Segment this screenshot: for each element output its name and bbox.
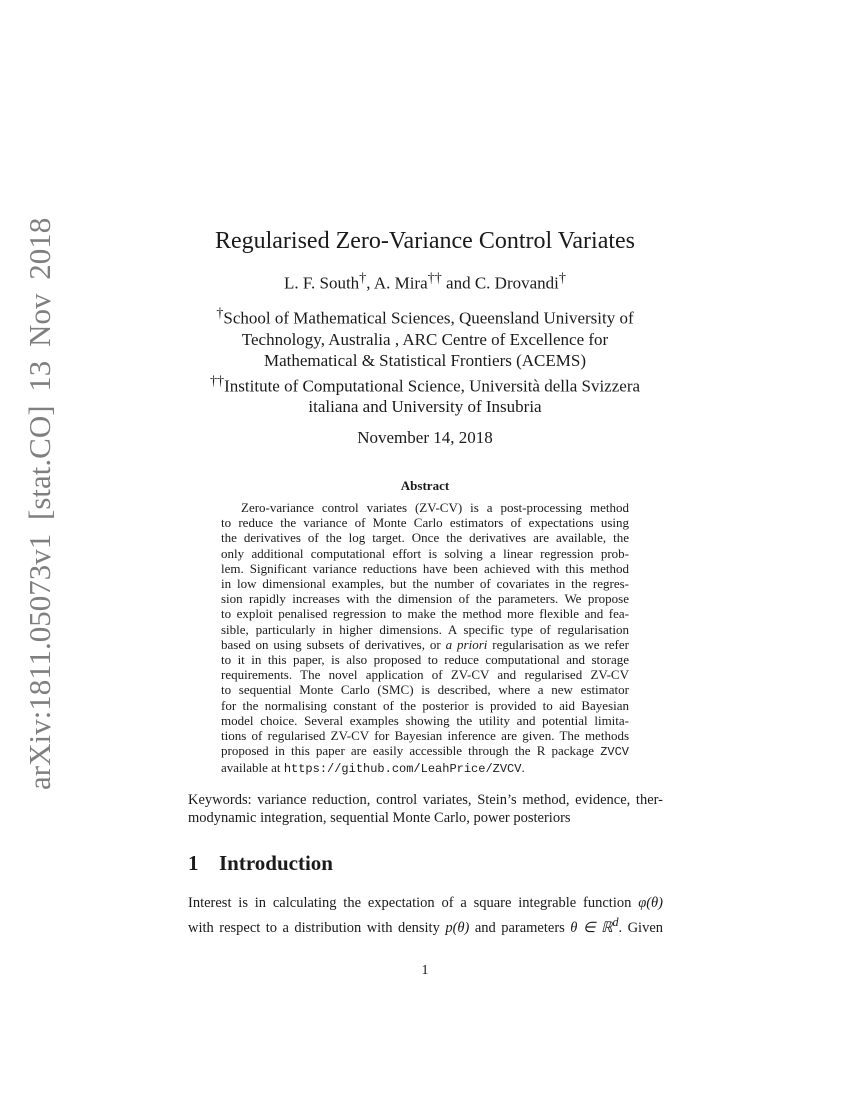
affiliation-line: Mathematical & Statistical Frontiers (ACEMS) — [263, 350, 586, 370]
intro-paragraph — [188, 894, 663, 938]
section-title: Introduction — [219, 851, 333, 875]
abstract-line: sion rapidly increases with the dimension of the parameters. We propose — [221, 591, 629, 607]
abstract-line: only additional computational effort is solving a linear regression prob- — [221, 545, 629, 561]
abstract-heading: Abstract — [400, 478, 450, 493]
intro-line: Interest is in calculating the expectation of a square integrable function φ(θ) — [188, 895, 664, 911]
keywords — [188, 791, 663, 827]
a-priori-emphasis: a priori — [445, 636, 488, 652]
keywords-line: modynamic integration, sequential Monte Carlo, power posteriors — [188, 810, 571, 826]
abstract-line: Zero-variance control variates (ZV-CV) is a post-processing method — [241, 500, 629, 515]
author-list — [0, 270, 850, 294]
arxiv-watermark: arXiv:1811.05073v1 [stat.CO] 13 Nov 2018 — [22, 217, 57, 790]
author-mira: A. Mira — [373, 273, 428, 293]
math-phi-theta: φ(θ) — [638, 895, 664, 911]
math-superscript-d: d — [612, 915, 619, 929]
math-theta-in-rd: θ ∈ ℝ — [570, 919, 613, 936]
github-link[interactable]: https://github.com/LeahPrice/ZVCV — [283, 762, 522, 777]
affiliation-mark: †† — [209, 372, 225, 389]
abstract-line: based on using subsets of derivatives, or a priori regularisation as we refer — [221, 636, 629, 652]
abstract-line: proposed in this paper are easily accessible through the R package ZVCV — [221, 743, 629, 760]
author-drovandi-mark: † — [558, 270, 566, 286]
affiliation-line: italiana and University of Insubria — [308, 397, 542, 417]
abstract-line: sible, particularly in higher dimensions. A specific type of regularisation — [221, 621, 629, 637]
paper-date: November 14, 2018 — [357, 428, 493, 447]
abstract-line: to it in this paper, is also proposed to reduce computational and storage — [221, 652, 629, 668]
intro-line: with respect to a distribution with density p(θ) and parameters θ ∈ ℝ$^d$. Given — [188, 915, 664, 936]
keywords-line: Keywords: variance reduction, control variates, Stein’s method, evidence, ther- — [188, 792, 663, 808]
affiliations — [190, 303, 660, 417]
author-separator: , — [366, 273, 374, 293]
section-heading-introduction — [188, 851, 333, 876]
abstract-line: tions of regularised ZV-CV for Bayesian inference are given. The methods — [221, 728, 629, 744]
abstract-line: model choice. Several examples showing the utility and potential limita- — [221, 712, 629, 728]
author-south: L. F. South — [284, 273, 360, 293]
author-south-mark: † — [359, 270, 367, 286]
math-p-theta: p(θ) — [445, 919, 470, 936]
abstract-line: lem. Significant variance reductions have been achieved with this method — [221, 560, 629, 576]
abstract-line: the derivatives of the log target. Once the derivatives are available, the — [221, 530, 629, 546]
abstract-line: to reduce the variance of Monte Carlo estimators of expectations using — [221, 515, 629, 531]
abstract-line: to exploit penalised regression to make the method more flexible and fea- — [221, 606, 629, 622]
page-number: 1 — [421, 963, 429, 978]
abstract-line: requirements. The novel application of ZV-CV and regularised ZV-CV — [221, 667, 629, 683]
affiliation-line: †School of Mathematical Sciences, Queensland University of — [216, 305, 634, 328]
paper-title: Regularised Zero-Variance Control Variates — [214, 228, 636, 254]
affiliation-line: Technology, Australia , ARC Centre of Excellence for — [241, 329, 609, 349]
abstract-line: for the normalising constant of the posterior is provided to aid Bayesian — [221, 697, 629, 713]
abstract-line: to sequential Monte Carlo (SMC) is described, where a new estimator — [221, 682, 629, 698]
abstract-body — [221, 500, 629, 778]
affiliation-mark: † — [216, 305, 224, 321]
author-separator: and — [441, 273, 475, 293]
abstract-line: in low dimensional examples, but the number of covariates in the regres- — [221, 576, 629, 592]
package-name: ZVCV — [600, 745, 629, 760]
abstract-line: available at https://github.com/LeahPrice/ZVCV. — [221, 760, 525, 777]
author-drovandi: C. Drovandi — [474, 273, 559, 293]
section-number: 1 — [188, 851, 199, 875]
author-mira-mark: †† — [427, 270, 442, 286]
affiliation-line: ††Institute of Computational Science, Università della Svizzera — [209, 372, 641, 396]
